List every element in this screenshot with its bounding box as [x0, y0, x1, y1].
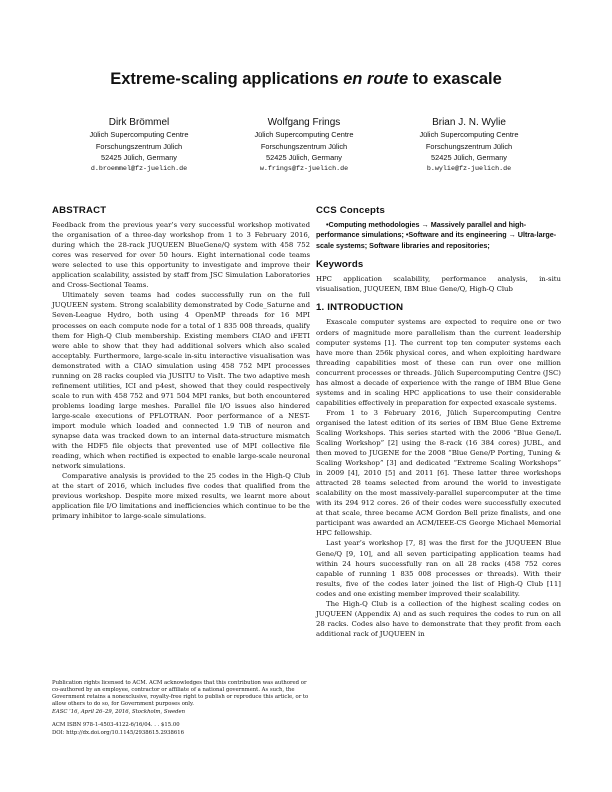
license-text: Publication rights licensed to ACM. ACM acknowledges that this contribution was authored or co-authored by an employee, contractor or affiliate of a national government. As such, the Government retains a nonexclusive, royalty-free right to publish or reproduce this article, or to allow others to do so, for Government purposes only.	[52, 680, 309, 708]
author-address: 52425 Jülich, Germany	[431, 153, 507, 163]
title-main-2: to exascale	[408, 70, 502, 88]
paper-title	[40, 70, 572, 89]
author-name: Brian J. N. Wylie	[432, 117, 506, 128]
isbn-text: ACM ISBN 978-1-4503-4122-6/16/04. . . $15.00	[52, 722, 180, 729]
author-affiliation: Jülich Supercomputing Centre	[89, 130, 189, 139]
author-institution: Forschungszentrum Jülich	[260, 141, 348, 151]
intro-paragraph: Exascale computer systems are expected to require one or two orders of magnitude more parallelism than the current leadership computer systems [1]. The current top ten computer systems each have more than 256k physical cores, and when exploiting hardware threading capabilities most of these can run over one million concurrent processes or threads. Jülich Supercomputing Centre (JSC) has almost a decade of experience with the range of IBM Blue Gene systems and in scaling HPC applications to use their considerable capabilities effectively in preparation for expected exascale systems.	[316, 318, 561, 407]
doi-link[interactable]: DOI: http://dx.doi.org/10.1145/2938615.2938616	[52, 729, 185, 736]
right-column	[316, 206, 561, 639]
intro-paragraph: The High-Q Club is a collection of the highest scaling codes on JUQUEEN (Appendix A) and as such requires the codes to run on all 28 racks. Codes also have to demonstrate that they profit from each additional rack of JUQUEEN in	[316, 599, 561, 638]
author-institution: Forschungszentrum Jülich	[425, 141, 513, 151]
author-name: Wolfgang Frings	[267, 117, 341, 128]
author-affiliation: Jülich Supercomputing Centre	[419, 130, 519, 139]
author-address: 52425 Jülich, Germany	[266, 153, 342, 163]
author-email[interactable]: b.wylie@fz-juelich.de	[426, 164, 512, 173]
author-name: Dirk Brömmel	[108, 117, 170, 128]
intro-paragraph: From 1 to 3 February 2016, Jülich Supercomputing Centre organised the latest edition of its series of IBM Blue Gene Extreme Scaling Workshops. This series started with the 2006 “Blue Gene/L Scaling Workshop” [2] using the 8-rack (16 384 cores) JUBL, and then moved to JUGENE for the 2008 “Blue Gene/P Porting, Tuning & Scaling Workshop” [3] and dedicated “Extreme Scaling Workshops” in 2009 [4], 2010 [5] and 2011 [6]. These latter three workshops attracted 28 teams selected from around the world to investigate scalability on the most massively-parallel supercomputer at the time with its 294 912 cores. 26 of their codes were successfully executed at that scale, three became ACM Gordon Bell prize finalists, and one participant was awarded an ACM/IEEE-CS George Michael Memorial HPC fellowship.	[316, 408, 561, 538]
intro-paragraph: Last year’s workshop [7, 8] was the first for the JUQUEEN Blue Gene/Q [9, 10], and all seven participating application teams had within 24 hours successfully ran on all 28 racks (458 752 cores capable of running 1 835 008 processes or threads). With their results, five of the codes later joined the list of High-Q Club [11] codes and one existing member improved their scalability.	[316, 539, 561, 598]
author-block-2	[229, 116, 379, 175]
author-email[interactable]: w.frings@fz-juelich.de	[259, 164, 349, 173]
abstract-paragraph: Ultimately seven teams had codes successfully run on the full JUQUEEN system. Strong scalability demonstrated by Code_Saturne and Seven-League Hydro, both using 4 OpenMP threads for 16 MPI processes on each compute node for a total of 1 835 008 threads, qualify them for High-Q Club membership. Existing members CIAO and iFETI were able to show that they had additional solvers which also scaled acceptably. Furthermore, large-scale in-situ interactive visualisation was demonstrated with a CIAO simulation using 458 752 MPI processes running on 28 racks coupled via JUSITU to VisIt. The two adaptive mesh refinement utilities, ICI and p4est, showed that they could respectively scale to run with 458 752 and 971 504 MPI ranks, but both encountered problems loading large meshes. Parallel file I/O issues also hindered large-scale executions of PFLOTRAN. Poor performance of a NEST-import module which loaded and connected 1.9 TiB of neuron and synapse data was tracked down to an internal data-structure mismatch with the HDF5 file objects that prevented use of MPI collective file reading, which when rectified is expected to enable large-scale neuronal network simulations.	[52, 291, 310, 471]
author-block-1	[64, 116, 214, 175]
venue-text: EASC ’16, April 26–29, 2016, Stockholm, Sweden	[52, 709, 186, 716]
ccs-heading: CCS Concepts	[316, 205, 386, 216]
title-emphasis: en route	[343, 70, 409, 88]
copyright-footnote	[52, 680, 310, 737]
author-institution: Forschungszentrum Jülich	[95, 141, 183, 151]
abstract-heading: ABSTRACT	[52, 205, 107, 216]
author-block-3	[394, 116, 544, 175]
author-address: 52425 Jülich, Germany	[101, 153, 177, 163]
introduction-heading: 1. INTRODUCTION	[316, 302, 404, 314]
ccs-text: •Computing methodologies → Massively parallel and high-performance simulations; •Software and its engineering → Ultra-large-scale systems; Software libraries and repositories;	[316, 220, 557, 250]
title-main-1: Extreme-scaling applications	[110, 70, 344, 88]
keywords-heading: Keywords	[316, 259, 364, 271]
keywords-text: HPC application scalability, performance analysis, in-situ visualisation, JUQUEEN, IBM Blue Gene/Q, High-Q Club	[316, 275, 561, 294]
abstract-paragraph: Comparative analysis is provided to the 25 codes in the High-Q Club at the start of 2016, which includes five codes that qualified from the previous workshop. Despite more mixed results, we learnt more about application file I/O limitations and inefficiencies which continue to be the primary inhibitor to large-scale simulations.	[52, 472, 310, 521]
abstract-paragraph: Feedback from the previous year’s very successful workshop motivated the organisation of a three-day workshop from 1 to 3 February 2016, during which the 28-rack JUQUEEN BlueGene/Q system with 458 752 cores was reserved for over 50 hours. Eight international code teams were selected to use this opportunity to investigate and improve their application scalability, assisted by staff from JSC Simulation Laboratories and Cross-Sectional Teams.	[52, 221, 310, 290]
author-affiliation: Jülich Supercomputing Centre	[254, 130, 354, 139]
left-column	[52, 206, 310, 521]
author-email[interactable]: d.broemmel@fz-juelich.de	[90, 164, 188, 173]
